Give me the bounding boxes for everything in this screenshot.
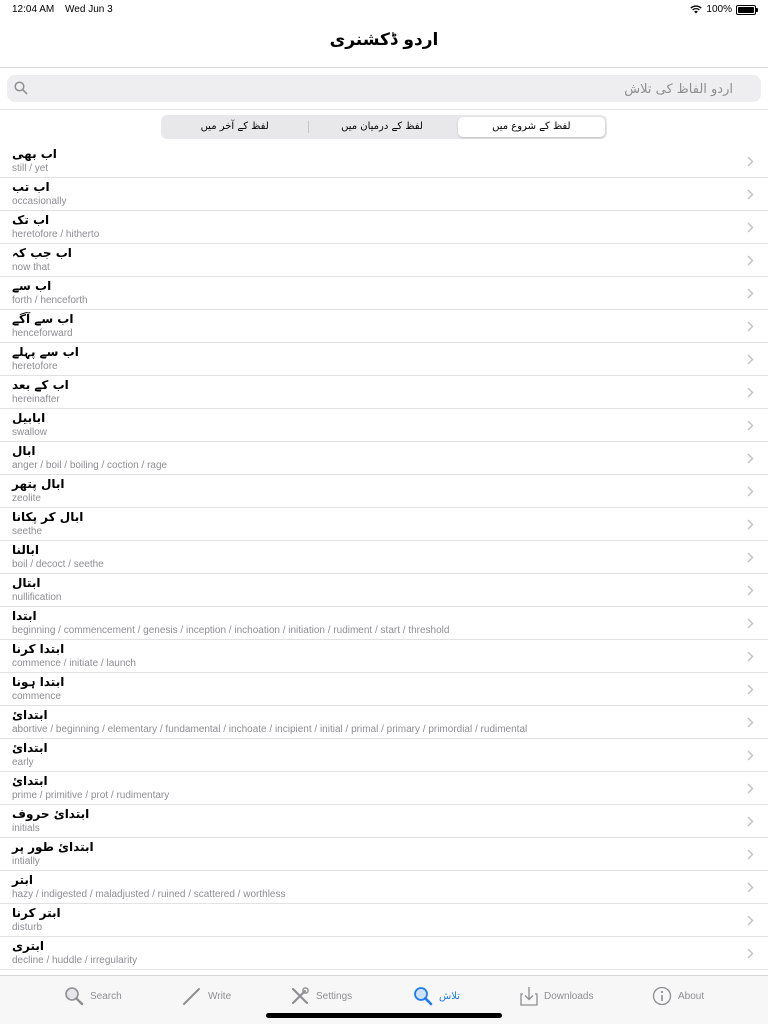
entry-word: ابتر کرنا — [12, 906, 61, 920]
list-item[interactable] — [0, 178, 768, 211]
chevron-right-icon — [747, 486, 754, 497]
entry-word: اب سے — [12, 279, 52, 293]
tab-urdu-search[interactable] — [413, 985, 460, 1007]
list-item[interactable] — [0, 706, 768, 739]
download-icon — [520, 986, 538, 1006]
entry-meaning: heretofore — [12, 361, 58, 372]
list-item[interactable] — [0, 640, 768, 673]
entry-word: ابابیل — [12, 411, 46, 425]
home-indicator — [266, 1013, 502, 1018]
list-item[interactable] — [0, 574, 768, 607]
chevron-right-icon — [747, 420, 754, 431]
list-item[interactable] — [0, 310, 768, 343]
entry-meaning: now that — [12, 262, 50, 273]
list-item[interactable] — [0, 475, 768, 508]
pen-icon — [182, 986, 202, 1006]
entry-word: اب سے پہلے — [12, 345, 79, 359]
chevron-right-icon — [747, 816, 754, 827]
entry-meaning: still / yet — [12, 163, 49, 174]
chevron-right-icon — [747, 519, 754, 530]
chevron-right-icon — [747, 288, 754, 299]
word-list — [0, 145, 768, 970]
list-item[interactable] — [0, 871, 768, 904]
entry-word: اب جب کہ — [12, 246, 72, 260]
status-date: Wed Jun 3 — [65, 4, 113, 15]
entry-meaning: zeolite — [12, 493, 41, 504]
battery-percentage: 100% — [706, 4, 732, 15]
entry-word: ابتدائ — [12, 708, 48, 722]
list-item[interactable] — [0, 145, 768, 178]
chevron-right-icon — [747, 651, 754, 662]
list-item[interactable] — [0, 937, 768, 970]
entry-word: اب تب — [12, 180, 50, 194]
entry-word: ابتدائ — [12, 741, 48, 755]
list-item[interactable] — [0, 772, 768, 805]
entry-meaning: initials — [12, 823, 40, 834]
chevron-right-icon — [747, 552, 754, 563]
entry-word: ابتدائ حروف — [12, 807, 90, 821]
entry-word: ابتال — [12, 576, 41, 590]
entry-meaning: commence — [12, 691, 61, 702]
entry-word: ابتدا ہونا — [12, 675, 65, 689]
chevron-right-icon — [747, 453, 754, 464]
entry-meaning: seethe — [12, 526, 43, 537]
entry-word: اب سے آگے — [12, 312, 74, 326]
entry-word: ابتدا کرنا — [12, 642, 65, 656]
chevron-right-icon — [747, 222, 754, 233]
search-icon — [14, 81, 28, 95]
tab-settings[interactable] — [290, 985, 352, 1007]
search-mode-segmented-control — [161, 115, 607, 139]
list-item[interactable] — [0, 244, 768, 277]
search-divider — [0, 109, 768, 110]
list-item[interactable] — [0, 211, 768, 244]
search-icon — [413, 986, 433, 1006]
entry-meaning: forth / henceforth — [12, 295, 88, 306]
entry-meaning: decline / huddle / irregularity — [12, 955, 138, 966]
wifi-icon — [690, 5, 702, 14]
list-item[interactable] — [0, 739, 768, 772]
tab-search-label: Search — [90, 990, 122, 1002]
list-item[interactable] — [0, 541, 768, 574]
entry-meaning: hereinafter — [12, 394, 60, 405]
entry-word: ابتدائ طور پر — [12, 840, 94, 854]
entry-meaning: abortive / beginning / elementary / fundamental / inchoate / incipient / initial / primal / primary / primordial / rudimental — [12, 724, 528, 735]
list-item[interactable] — [0, 607, 768, 640]
entry-meaning: swallow — [12, 427, 48, 438]
segment-word-end[interactable]: لفظ کے آخر میں — [200, 121, 269, 132]
list-item[interactable] — [0, 442, 768, 475]
chevron-right-icon — [747, 915, 754, 926]
chevron-right-icon — [747, 387, 754, 398]
chevron-right-icon — [747, 684, 754, 695]
entry-word: اب بھی — [12, 147, 57, 161]
tab-about-label: About — [678, 990, 705, 1002]
entry-meaning: disturb — [12, 922, 43, 933]
entry-meaning: occasionally — [12, 196, 67, 207]
entry-word: ابالنا — [12, 543, 40, 557]
chevron-right-icon — [747, 618, 754, 629]
status-right — [690, 4, 756, 15]
entry-meaning: heretofore / hitherto — [12, 229, 100, 240]
list-item[interactable] — [0, 343, 768, 376]
list-item[interactable] — [0, 376, 768, 409]
entry-meaning: hazy / indigested / maladjusted / ruined / scattered / worthless — [12, 889, 286, 900]
tab-settings-label: Settings — [316, 990, 353, 1002]
tools-icon — [290, 986, 310, 1006]
tab-write[interactable] — [182, 985, 231, 1007]
entry-meaning: nullification — [12, 592, 62, 603]
chevron-right-icon — [747, 849, 754, 860]
list-item[interactable] — [0, 409, 768, 442]
search-bar[interactable] — [7, 75, 761, 102]
tab-downloads-label: Downloads — [544, 990, 594, 1002]
entry-word: اب کے بعد — [12, 378, 69, 392]
tab-write-label: Write — [208, 990, 232, 1002]
search-input[interactable] — [31, 75, 735, 104]
status-time: 12:04 AM — [12, 4, 55, 15]
chevron-right-icon — [747, 189, 754, 200]
battery-icon — [736, 5, 756, 15]
chevron-right-icon — [747, 156, 754, 167]
entry-meaning: prime / primitive / prot / rudimentary — [12, 790, 170, 801]
chevron-right-icon — [747, 321, 754, 332]
chevron-right-icon — [747, 750, 754, 761]
entry-meaning: commence / initiate / launch — [12, 658, 136, 669]
entry-meaning: early — [12, 757, 34, 768]
list-item[interactable] — [0, 904, 768, 937]
page-title: اردو ڈکشنری — [329, 30, 439, 50]
tab-urdu-search-label: تلاش — [439, 990, 460, 1002]
list-item[interactable] — [0, 673, 768, 706]
segment-word-start[interactable]: لفظ کے شروع میں — [458, 117, 605, 137]
entry-word: ابتر — [12, 873, 33, 887]
chevron-right-icon — [747, 717, 754, 728]
entry-word: ابال کر پکانا — [12, 510, 84, 524]
info-icon — [652, 986, 672, 1006]
chevron-right-icon — [747, 783, 754, 794]
chevron-right-icon — [747, 354, 754, 365]
search-icon — [64, 986, 84, 1006]
entry-word: ابتری — [12, 939, 44, 953]
list-item[interactable] — [0, 838, 768, 871]
chevron-right-icon — [747, 948, 754, 959]
entry-meaning: anger / boil / boiling / coction / rage — [12, 460, 168, 471]
entry-meaning: intially — [12, 856, 40, 867]
chevron-right-icon — [747, 882, 754, 893]
entry-word: ابتدائ — [12, 774, 48, 788]
segment-word-middle[interactable]: لفظ کے درمیان میں — [308, 115, 455, 139]
list-item[interactable] — [0, 508, 768, 541]
chevron-right-icon — [747, 585, 754, 596]
nav-divider — [0, 67, 768, 68]
entry-word: اب تک — [12, 213, 50, 227]
entry-meaning: boil / decoct / seethe — [12, 559, 104, 570]
entry-word: ابال پتھر — [12, 477, 65, 491]
list-item[interactable] — [0, 805, 768, 838]
status-bar — [0, 0, 768, 20]
tab-search[interactable] — [64, 985, 122, 1007]
status-left — [12, 4, 121, 15]
chevron-right-icon — [747, 255, 754, 266]
entry-word: ابال — [12, 444, 36, 458]
tab-downloads[interactable] — [520, 985, 593, 1007]
entry-meaning: beginning / commencement / genesis / inception / inchoation / initiation / rudiment / start / threshold — [12, 625, 450, 636]
entry-meaning: henceforward — [12, 328, 73, 339]
tab-about[interactable] — [652, 985, 704, 1007]
list-item[interactable] — [0, 277, 768, 310]
entry-word: ابتدا — [12, 609, 37, 623]
